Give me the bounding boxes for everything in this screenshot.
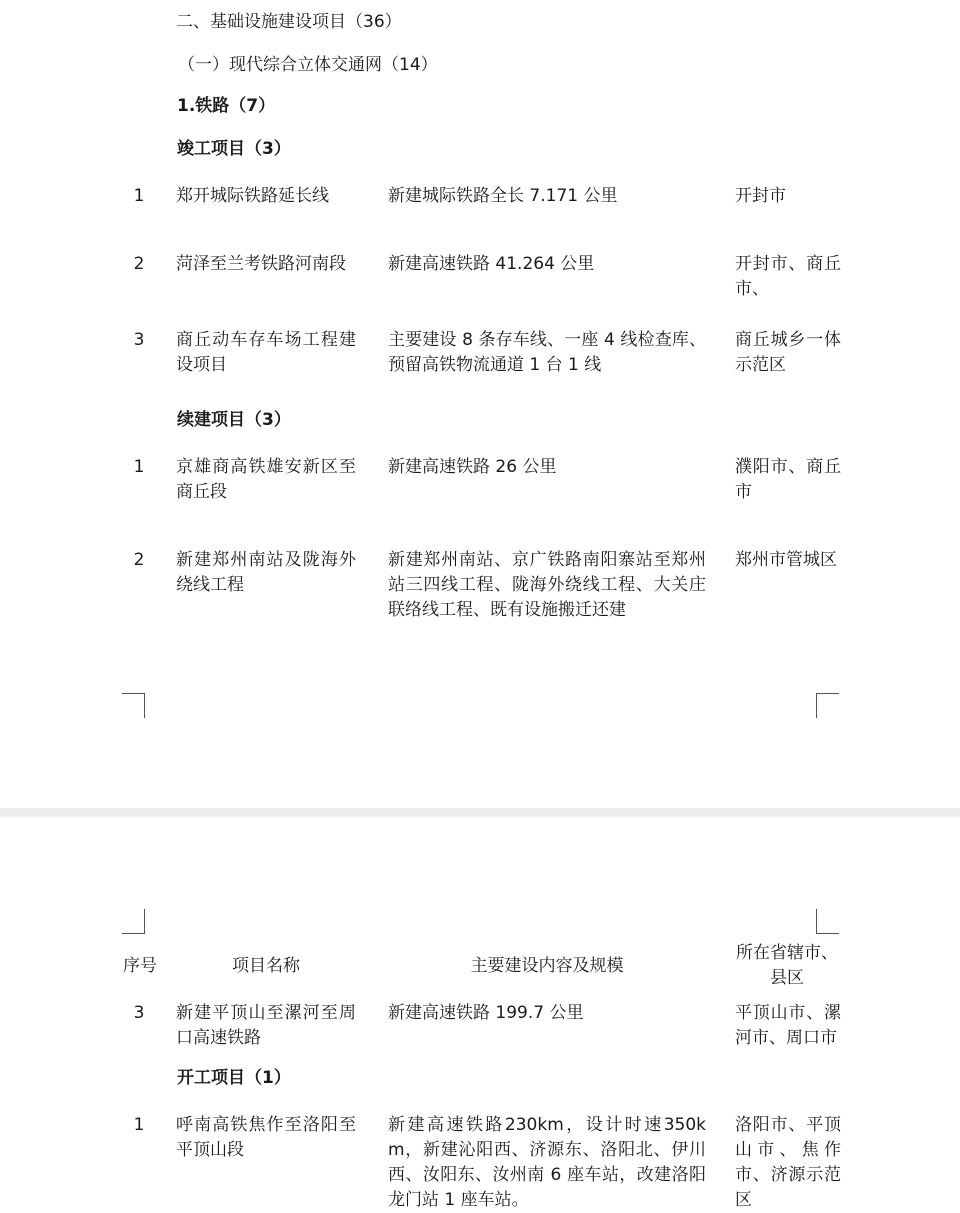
- table-row-no: 1: [133, 1115, 145, 1135]
- section-continuing: 续建项目（3）: [177, 410, 291, 430]
- project-content: 主要建设 8 条存车线、一座 4 线检查库、预留高铁物流通道 1 台 1 线: [388, 330, 706, 375]
- project-location: 濮阳市、商丘市: [735, 457, 841, 502]
- column-header-name: 项目名称: [232, 956, 300, 976]
- section-started: 开工项目（1）: [177, 1068, 291, 1088]
- project-content: 新建高速铁路 41.264 公里: [388, 254, 595, 274]
- project-location: 开封市、商丘市、: [735, 254, 841, 299]
- column-header-no: 序号: [123, 956, 157, 976]
- project-name: 京雄商高铁雄安新区至商丘段: [176, 457, 356, 502]
- margin-mark: [816, 693, 839, 718]
- project-location: 商丘城乡一体示范区: [735, 330, 841, 375]
- table-row-no: 1: [133, 457, 145, 477]
- project-name: 商丘动车存车场工程建设项目: [176, 330, 356, 375]
- page-separator: [0, 808, 960, 817]
- table-row-no: 3: [133, 1003, 145, 1023]
- section-completed: 竣工项目（3）: [177, 139, 291, 159]
- project-location: 郑州市管城区: [735, 550, 837, 570]
- project-content: 新建高速铁路 199.7 公里: [388, 1003, 584, 1023]
- project-name: 郑开城际铁路延长线: [176, 186, 329, 206]
- project-content: 新建城际铁路全长 7.171 公里: [388, 186, 618, 206]
- column-header-location: 所在省辖市、县区: [736, 943, 838, 988]
- project-name: 新建郑州南站及陇海外绕线工程: [176, 550, 356, 595]
- heading-railway: 1.铁路（7）: [177, 96, 276, 116]
- margin-mark: [122, 909, 145, 934]
- project-content: 新建高速铁路230km，设计时速350km，新建沁阳西、济源东、洛阳北、伊川西、汝阳东、汝州南 6 座车站，改建洛阳龙门站 1 座车站。: [388, 1115, 706, 1210]
- project-location: 平顶山市、漯河市、周口市: [735, 1003, 841, 1048]
- project-name: 菏泽至兰考铁路河南段: [176, 254, 346, 274]
- project-content: 新建郑州南站、京广铁路南阳寨站至郑州站三四线工程、陇海外绕线工程、大关庄联络线工程、既有设施搬迁还建: [388, 550, 706, 620]
- column-header-content: 主要建设内容及规模: [470, 956, 624, 976]
- heading-infrastructure: 二、基础设施建设项目（36）: [176, 12, 402, 32]
- heading-transport-network: （一）现代综合立体交通网（14）: [178, 55, 438, 75]
- project-location: 洛阳市、平顶山市、焦作市、济源示范区: [735, 1115, 841, 1210]
- table-row-no: 3: [133, 330, 145, 350]
- project-content: 新建高速铁路 26 公里: [388, 457, 557, 477]
- table-row-no: 2: [133, 254, 145, 274]
- project-name: 呼南高铁焦作至洛阳至平顶山段: [176, 1115, 356, 1160]
- margin-mark: [122, 693, 145, 718]
- table-row-no: 2: [133, 550, 145, 570]
- project-name: 新建平顶山至漯河至周口高速铁路: [176, 1003, 356, 1048]
- table-row-no: 1: [133, 186, 145, 206]
- margin-mark: [816, 909, 839, 934]
- project-location: 开封市: [735, 186, 786, 206]
